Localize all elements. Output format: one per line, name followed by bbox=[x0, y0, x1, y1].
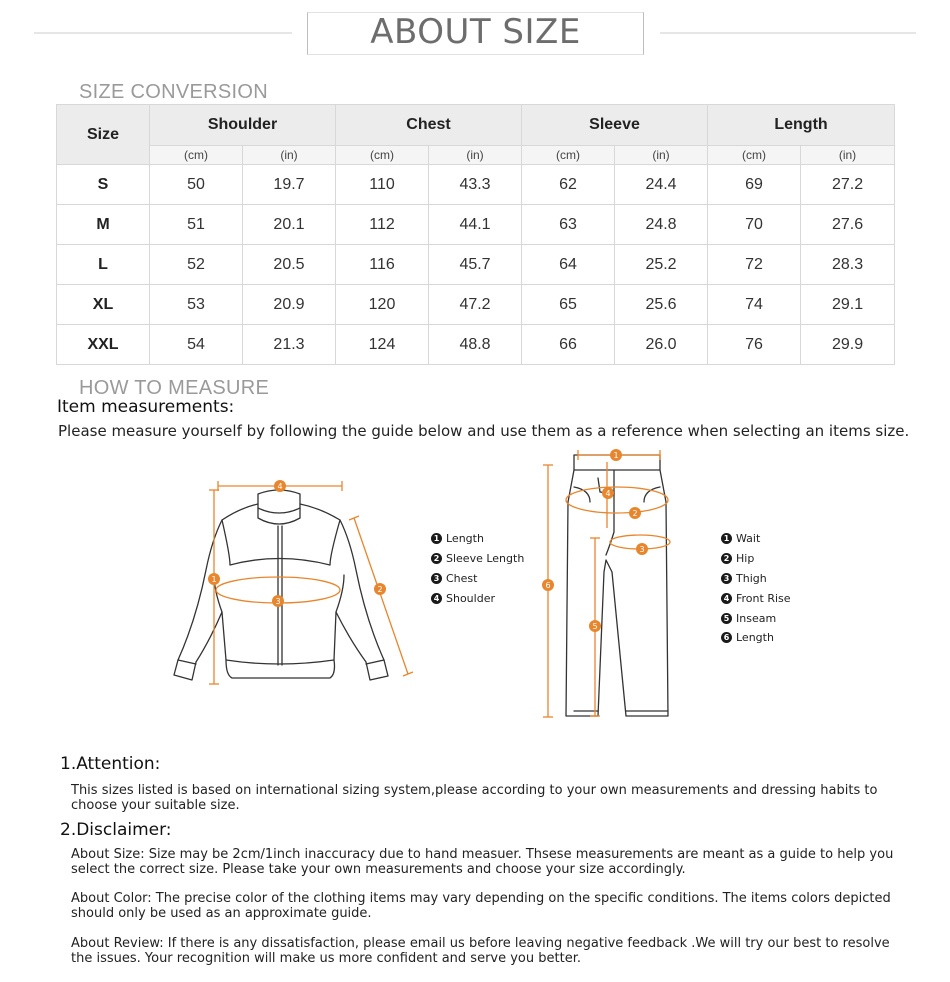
value-cell: 76 bbox=[708, 325, 801, 365]
marker-label: 5 bbox=[592, 622, 598, 631]
value-cell: 53 bbox=[150, 285, 243, 325]
unit-in: (in) bbox=[801, 146, 895, 165]
value-cell: 20.9 bbox=[243, 285, 336, 325]
page-title: ABOUT SIZE bbox=[370, 12, 581, 52]
unit-cm: (cm) bbox=[336, 146, 429, 165]
legend-item bbox=[721, 529, 791, 549]
size-cell: XL bbox=[57, 285, 150, 325]
disclaimer-review-text: About Review: If there is any dissatisfaction, please email us before leaving negative feedback .We will try our best to resolve the issues. Your recognition will make us more confident and serve you better. bbox=[71, 936, 890, 966]
attention-heading: 1.Attention: bbox=[60, 754, 161, 774]
legend-item bbox=[431, 549, 524, 569]
value-cell: 54 bbox=[150, 325, 243, 365]
value-cell: 43.3 bbox=[429, 165, 522, 205]
legend-item bbox=[431, 529, 524, 549]
value-cell: 70 bbox=[708, 205, 801, 245]
unit-in: (in) bbox=[615, 146, 708, 165]
unit-cm: (cm) bbox=[522, 146, 615, 165]
legend-item bbox=[721, 628, 791, 648]
unit-cm: (cm) bbox=[150, 146, 243, 165]
section-label-how-to-measure: HOW TO MEASURE bbox=[79, 377, 270, 399]
value-cell: 48.8 bbox=[429, 325, 522, 365]
value-cell: 47.2 bbox=[429, 285, 522, 325]
marker-label: 1 bbox=[613, 451, 619, 460]
jacket-illustration bbox=[174, 490, 388, 680]
marker-label: 2 bbox=[377, 585, 383, 594]
legend-label: Length bbox=[446, 532, 484, 546]
legend-item bbox=[721, 608, 791, 628]
value-cell: 44.1 bbox=[429, 205, 522, 245]
legend-label: Inseam bbox=[736, 611, 777, 625]
value-cell: 69 bbox=[708, 165, 801, 205]
marker-pants-front-rise bbox=[602, 487, 614, 499]
value-cell: 112 bbox=[336, 205, 429, 245]
value-cell: 50 bbox=[150, 165, 243, 205]
disclaimer-size-text: About Size: Size may be 2cm/1inch inaccuracy due to hand measuer. Thsese measurements are meant as a guide to help you select the correct size. Please take your own measurements and choose your size accordingly. bbox=[71, 847, 894, 877]
marker-label: 4 bbox=[605, 489, 611, 498]
size-cell: XXL bbox=[57, 325, 150, 365]
legend-number: 5 bbox=[721, 613, 732, 624]
jacket-legend bbox=[431, 529, 524, 608]
section-label-size-conversion: SIZE CONVERSION bbox=[79, 81, 268, 103]
attention-text: This sizes listed is based on international sizing system,please according to your own measurements and dressing habits to choose your suitable size. bbox=[71, 783, 878, 813]
marker-label: 4 bbox=[277, 482, 283, 491]
legend-number: 2 bbox=[721, 553, 732, 564]
marker-pants-length bbox=[542, 579, 554, 591]
legend-number: 3 bbox=[721, 573, 732, 584]
value-cell: 27.6 bbox=[801, 205, 895, 245]
value-cell: 45.7 bbox=[429, 245, 522, 285]
pants-illustration bbox=[566, 455, 668, 716]
legend-label: Hip bbox=[736, 552, 755, 566]
legend-number: 3 bbox=[431, 573, 442, 584]
legend-label: Wait bbox=[736, 532, 761, 546]
value-cell: 66 bbox=[522, 325, 615, 365]
value-cell: 51 bbox=[150, 205, 243, 245]
disclaimer-heading: 2.Disclaimer: bbox=[60, 820, 172, 840]
size-header: Size bbox=[57, 105, 150, 165]
group-header-shoulder: Shoulder bbox=[150, 105, 336, 146]
value-cell: 25.2 bbox=[615, 245, 708, 285]
value-cell: 24.8 bbox=[615, 205, 708, 245]
marker-pants-hip bbox=[629, 507, 641, 519]
value-cell: 27.2 bbox=[801, 165, 895, 205]
marker-jacket-sleeve bbox=[374, 583, 386, 595]
disclaimer-color-text: About Color: The precise color of the clothing items may vary depending on the specific conditions. The items colors depicted should only be used as an approximate guide. bbox=[71, 891, 891, 921]
marker-label: 1 bbox=[211, 575, 217, 584]
value-cell: 28.3 bbox=[801, 245, 895, 285]
value-cell: 29.9 bbox=[801, 325, 895, 365]
jacket-measure-lines bbox=[209, 481, 413, 684]
marker-pants-inseam bbox=[589, 620, 601, 632]
legend-number: 2 bbox=[431, 553, 442, 564]
unit-in: (in) bbox=[429, 146, 522, 165]
value-cell: 62 bbox=[522, 165, 615, 205]
value-cell: 74 bbox=[708, 285, 801, 325]
legend-item bbox=[431, 588, 524, 608]
legend-number: 4 bbox=[721, 593, 732, 604]
item-measurements-subtitle: Please measure yourself by following the guide below and use them as a reference when selecting an items size. bbox=[58, 422, 910, 440]
value-cell: 52 bbox=[150, 245, 243, 285]
value-cell: 110 bbox=[336, 165, 429, 205]
marker-pants-thigh bbox=[636, 543, 648, 555]
legend-item bbox=[721, 588, 791, 608]
marker-label: 3 bbox=[275, 597, 281, 606]
marker-jacket-length bbox=[208, 573, 220, 585]
group-header-sleeve: Sleeve bbox=[522, 105, 708, 146]
legend-label: Thigh bbox=[736, 571, 767, 585]
value-cell: 72 bbox=[708, 245, 801, 285]
legend-label: Chest bbox=[446, 571, 478, 585]
legend-item bbox=[721, 549, 791, 569]
legend-item bbox=[431, 569, 524, 589]
legend-label: Shoulder bbox=[446, 591, 495, 605]
legend-label: Front Rise bbox=[736, 591, 791, 605]
group-header-length: Length bbox=[708, 105, 895, 146]
item-measurements-title: Item measurements: bbox=[57, 397, 235, 417]
marker-label: 3 bbox=[639, 545, 645, 554]
value-cell: 120 bbox=[336, 285, 429, 325]
value-cell: 124 bbox=[336, 325, 429, 365]
legend-number: 1 bbox=[721, 533, 732, 544]
value-cell: 26.0 bbox=[615, 325, 708, 365]
marker-jacket-shoulder bbox=[274, 480, 286, 492]
value-cell: 63 bbox=[522, 205, 615, 245]
value-cell: 116 bbox=[336, 245, 429, 285]
legend-number: 6 bbox=[721, 632, 732, 643]
value-cell: 25.6 bbox=[615, 285, 708, 325]
marker-pants-waist bbox=[610, 449, 622, 461]
value-cell: 21.3 bbox=[243, 325, 336, 365]
marker-label: 2 bbox=[632, 509, 638, 518]
size-cell: M bbox=[57, 205, 150, 245]
value-cell: 20.5 bbox=[243, 245, 336, 285]
unit-cm: (cm) bbox=[708, 146, 801, 165]
legend-number: 1 bbox=[431, 533, 442, 544]
size-cell: S bbox=[57, 165, 150, 205]
pants-legend bbox=[721, 529, 791, 648]
value-cell: 19.7 bbox=[243, 165, 336, 205]
size-cell: L bbox=[57, 245, 150, 285]
value-cell: 29.1 bbox=[801, 285, 895, 325]
value-cell: 65 bbox=[522, 285, 615, 325]
legend-item bbox=[721, 569, 791, 589]
legend-label: Sleeve Length bbox=[446, 552, 525, 566]
unit-in: (in) bbox=[243, 146, 336, 165]
value-cell: 20.1 bbox=[243, 205, 336, 245]
legend-label: Length bbox=[736, 631, 774, 645]
marker-jacket-chest bbox=[272, 595, 284, 607]
group-header-chest: Chest bbox=[336, 105, 522, 146]
value-cell: 24.4 bbox=[615, 165, 708, 205]
marker-label: 6 bbox=[545, 581, 551, 590]
legend-number: 4 bbox=[431, 593, 442, 604]
value-cell: 64 bbox=[522, 245, 615, 285]
